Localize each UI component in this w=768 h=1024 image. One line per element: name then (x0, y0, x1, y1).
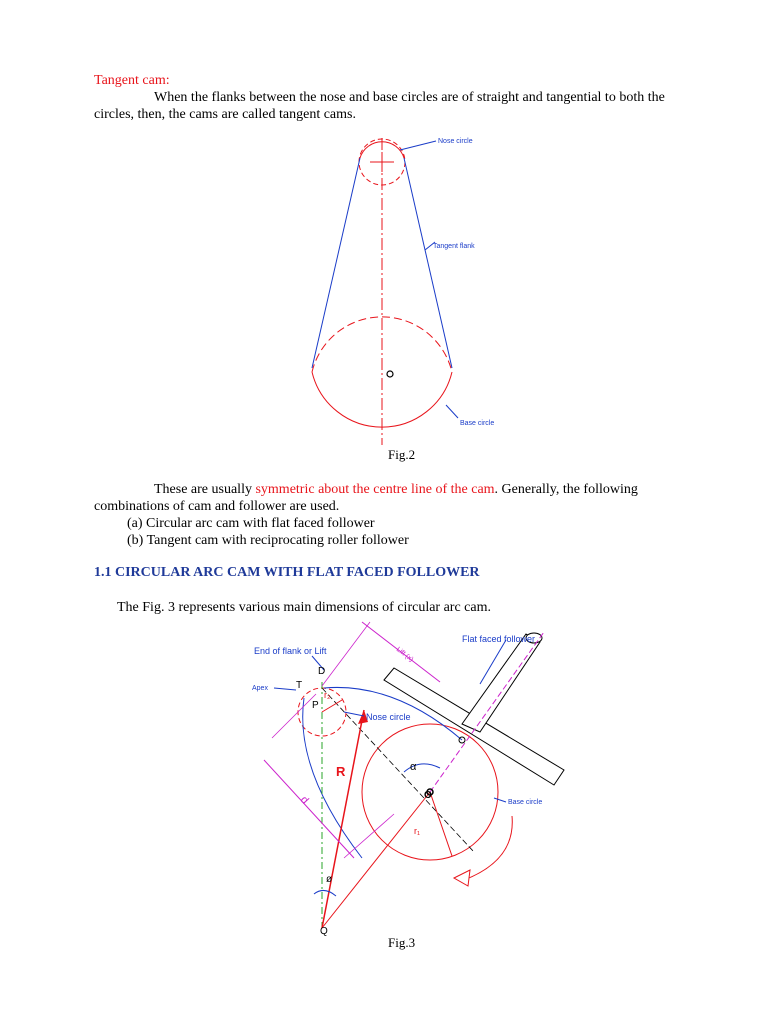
fig3-rotation-arc (464, 816, 512, 880)
fig2-caption: Fig.2 (388, 447, 416, 462)
para2-line-2: combinations of cam and follower are used. (94, 499, 340, 514)
para2-post: . Generally, the following (494, 482, 638, 497)
fig3-circular-arc-cam-diagram (244, 620, 584, 940)
fig3-lift-ext-1 (322, 622, 370, 686)
fig3-apex-label: Apex (252, 685, 268, 692)
para2-pre: These are usually (154, 482, 256, 497)
fig3-flat-follower-label: Flat faced follower (462, 634, 536, 644)
fig3-r-label: R (336, 764, 346, 779)
fig3-apex-leader (274, 688, 296, 690)
para2-highlight: symmetric about the centre line of the cam (255, 482, 495, 497)
fig2-tangent-cam-diagram (250, 130, 540, 450)
list-item-a: (a) Circular arc cam with flat faced follower (127, 516, 375, 531)
fig3-r-radius-line (322, 710, 364, 928)
fig3-p-label: P (312, 700, 319, 711)
fig3-d-point-label: D (318, 666, 326, 677)
fig3-base-circle-label: Base circle (508, 799, 543, 806)
fig3-phi-arc (314, 890, 336, 896)
fig3-q-to-o-line (322, 792, 430, 928)
fig3-r2-label: r₂ (324, 690, 331, 700)
fig3-d-dim-label: d (297, 793, 311, 807)
fig3-d-ext-1 (272, 694, 316, 738)
fig2-nose-circle-label: Nose circle (438, 138, 473, 145)
fig3-q-label: Q (320, 926, 328, 937)
fig3-d-ext-2 (344, 814, 394, 858)
fig3-end-of-flank-label: End of flank or Lift (254, 646, 327, 656)
fig3-r1-label: r₁ (414, 826, 421, 836)
fig3-o-label: O (424, 790, 432, 801)
fig2-right-flank (404, 158, 452, 368)
fig3-phi-label: ø (326, 874, 333, 885)
fig3-t-label: T (296, 680, 303, 691)
fig2-base-circle-label: Base circle (460, 420, 495, 427)
section-title: Tangent cam: (94, 73, 170, 88)
fig3-base-leader (494, 798, 506, 802)
fig2-nose-leader (400, 141, 436, 150)
fig2-left-flank (312, 158, 360, 368)
fig3-r1-line (430, 792, 452, 856)
para3: The Fig. 3 represents various main dimensions of circular arc cam. (117, 600, 491, 615)
fig2-base-leader (446, 405, 458, 418)
fig3-rotation-arrowhead (454, 870, 470, 886)
fig2-center-mark (387, 371, 393, 377)
fig3-caption: Fig.3 (388, 935, 416, 950)
para2-line-1 (154, 481, 638, 498)
section-heading-1-1: 1.1 CIRCULAR ARC CAM WITH FLAT FACED FOLLOWER (94, 565, 480, 580)
fig3-alpha-label: α (410, 761, 417, 773)
intro-line-1: When the flanks between the nose and base circles are of straight and tangential to both the (154, 90, 665, 105)
fig3-lift-label: Lift (x) (394, 646, 415, 664)
list-item-b: (b) Tangent cam with reciprocating roller follower (127, 533, 409, 548)
fig2-tangent-flank-label: Tangent flank (433, 243, 475, 250)
fig3-r2-line (322, 700, 342, 712)
fig3-nose-circle-label: Nose circle (366, 712, 411, 722)
intro-line-2: circles, then, the cams are called tangent cams. (94, 107, 356, 122)
